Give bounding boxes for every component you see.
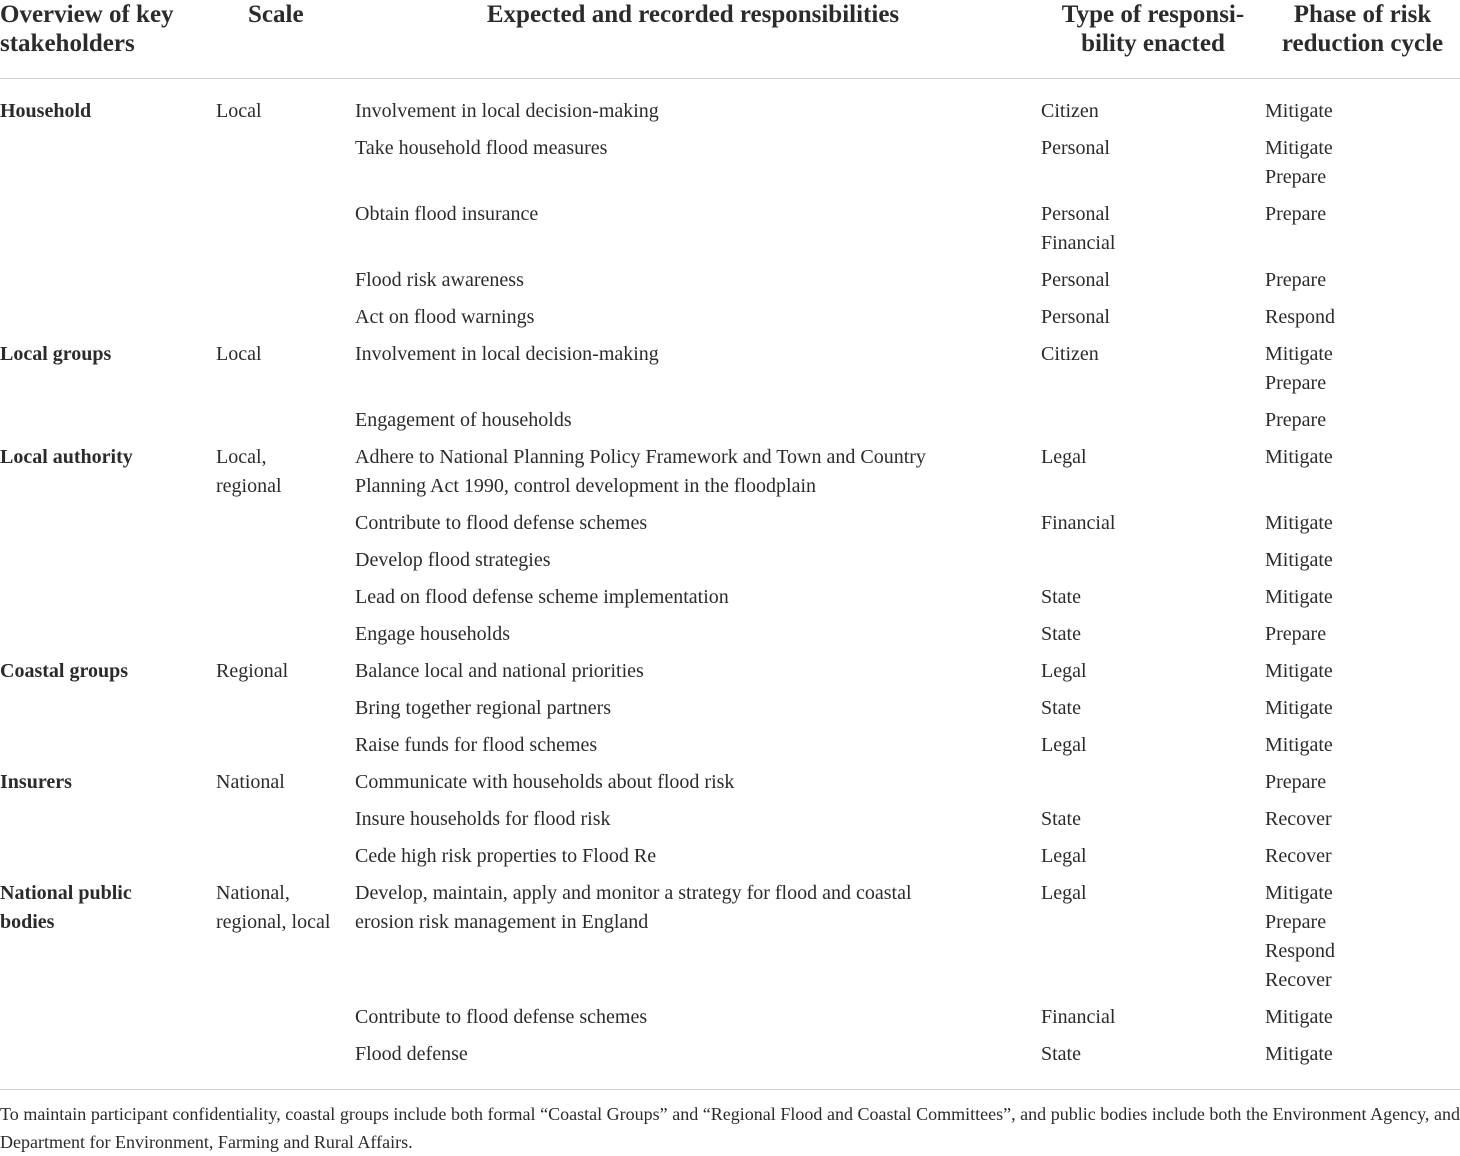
table-row [0,1032,1460,1069]
scale-cell [216,332,355,398]
header-type-line-2: bility enacted [1081,30,1225,57]
responsibility-cell [355,1032,1041,1069]
stakeholder-cell [0,398,216,435]
responsibility-cell-line: Flood defense [355,1043,468,1065]
scale-cell [216,760,355,797]
phase-cell [1265,126,1460,192]
header-type-text [1062,0,1244,58]
phase-cell [1265,834,1460,871]
type-cell [1041,760,1265,797]
phase-cell [1265,612,1460,649]
phase-cell-line: Prepare [1265,623,1327,645]
phase-cell-line: Mitigate [1265,586,1333,608]
type-cell [1041,649,1265,686]
header-stakeholders-text [0,0,174,58]
type-cell-line: Legal [1041,882,1087,904]
scale-cell [216,435,355,501]
type-cell-line: State [1041,623,1081,645]
responsibility-cell [355,760,1041,797]
stakeholder-cell [0,192,216,258]
stakeholder-cell [0,686,216,723]
phase-cell [1265,686,1460,723]
phase-cell-line: Mitigate [1265,343,1333,365]
responsibility-cell [355,871,1041,995]
scale-cell [216,538,355,575]
header-phase [1265,0,1460,79]
phase-cell-line: Prepare [1265,771,1327,793]
type-cell [1041,723,1265,760]
responsibility-cell-line: Contribute to flood defense schemes [355,1006,648,1028]
phase-cell [1265,649,1460,686]
responsibility-cell [355,649,1041,686]
stakeholder-cell-line: bodies [0,911,55,933]
scale-cell [216,834,355,871]
phase-cell-line: Mitigate [1265,882,1333,904]
type-cell-line: State [1041,808,1081,830]
type-cell-line: Financial [1041,512,1116,534]
phase-cell-line: Prepare [1265,269,1327,291]
type-cell-line: Legal [1041,845,1087,867]
table-row [0,435,1460,501]
type-cell [1041,871,1265,995]
stakeholder-cell [0,995,216,1032]
stakeholder-cell-line: National public [0,882,132,904]
phase-cell [1265,871,1460,995]
type-cell [1041,398,1265,435]
phase-cell [1265,79,1460,127]
type-cell-line: Legal [1041,446,1087,468]
phase-cell-line: Mitigate [1265,137,1333,159]
table-row [0,797,1460,834]
scale-cell [216,612,355,649]
phase-cell [1265,398,1460,435]
header-stakeholders-line-1: Overview of key [0,1,174,28]
type-cell [1041,295,1265,332]
type-cell [1041,258,1265,295]
responsibility-cell [355,834,1041,871]
phase-cell-line: Mitigate [1265,734,1333,756]
header-type-line-1: Type of responsi- [1061,1,1245,28]
phase-cell [1265,501,1460,538]
stakeholder-cell [0,649,216,686]
responsibility-cell [355,295,1041,332]
phase-cell-line: Prepare [1265,409,1327,431]
type-cell [1041,797,1265,834]
header-row [0,0,1460,79]
scale-cell [216,258,355,295]
table-row [0,871,1460,995]
type-cell-line: State [1041,697,1081,719]
type-cell-line: Legal [1041,660,1087,682]
responsibility-cell-line: Lead on flood defense scheme implementation [355,586,729,608]
type-cell [1041,501,1265,538]
header-phase-line-2: reduction cycle [1281,30,1444,57]
phase-cell-line: Recover [1265,808,1332,830]
scale-cell-line: Local [216,100,262,122]
scale-cell [216,649,355,686]
phase-cell-line: Prepare [1265,166,1327,188]
phase-cell [1265,797,1460,834]
responsibility-cell [355,797,1041,834]
phase-cell [1265,258,1460,295]
type-cell [1041,332,1265,398]
table-row [0,834,1460,871]
stakeholder-cell-line: Insurers [0,771,72,793]
responsibility-cell-line: Cede high risk properties to Flood Re [355,845,657,867]
phase-cell-line: Prepare [1265,372,1327,394]
type-cell-line: Personal [1041,269,1110,291]
phase-cell [1265,295,1460,332]
phase-cell-line: Respond [1265,940,1335,962]
stakeholder-cell [0,258,216,295]
type-cell [1041,126,1265,192]
type-cell [1041,612,1265,649]
stakeholder-cell [0,760,216,797]
phase-cell [1265,575,1460,612]
responsibility-cell-line: Develop, maintain, apply and monitor a strategy for flood and coastal [355,882,912,904]
responsibility-cell-line: Develop flood strategies [355,549,551,571]
responsibility-cell [355,126,1041,192]
type-cell [1041,995,1265,1032]
responsibility-cell-line: Contribute to flood defense schemes [355,512,648,534]
scale-cell [216,79,355,127]
table-row [0,126,1460,192]
phase-cell [1265,332,1460,398]
header-scale-text: Scale [248,1,304,28]
header-responsibilities-text: Expected and recorded responsibilities [486,1,900,28]
type-cell-line: State [1041,1043,1081,1065]
type-cell [1041,538,1265,575]
scale-cell [216,398,355,435]
table-row [0,79,1460,127]
phase-cell [1265,995,1460,1032]
scale-cell [216,1032,355,1069]
type-cell-line: Citizen [1041,343,1099,365]
type-cell-line: Citizen [1041,100,1099,122]
phase-cell-line: Recover [1265,845,1332,867]
stakeholder-cell [0,723,216,760]
stakeholder-cell [0,1032,216,1069]
responsibility-cell [355,398,1041,435]
header-stakeholders-line-2: stakeholders [0,30,135,57]
responsibility-cell [355,612,1041,649]
scale-cell [216,501,355,538]
responsibility-cell-line: Bring together regional partners [355,697,612,719]
header-responsibilities [355,0,1041,79]
phase-cell [1265,192,1460,258]
scale-cell-line: regional [216,475,282,497]
stakeholder-cell [0,126,216,192]
responsibility-cell-line: Planning Act 1990, control development in the floodplain [355,475,817,497]
table-row [0,995,1460,1032]
scale-cell [216,126,355,192]
phase-cell [1265,538,1460,575]
responsibility-cell-line: Adhere to National Planning Policy Framework and Town and Country [355,446,926,468]
phase-cell-line: Mitigate [1265,512,1333,534]
scale-cell-line: National, [216,882,290,904]
responsibility-cell [355,686,1041,723]
responsibility-cell-line: Raise funds for flood schemes [355,734,598,756]
header-stakeholders [0,0,216,79]
table-row [0,192,1460,258]
table-footnote: To maintain participant confidentiality, coastal groups include both formal “Coastal Groups” and “Regional Flood and Coastal Committees”, and public bodies include both the Environment Agency, and Department for Environment, Farming and Rural Affairs. [0,1089,1460,1156]
responsibility-cell-line: Involvement in local decision-making [355,100,659,122]
phase-cell-line: Mitigate [1265,697,1333,719]
table-row [0,538,1460,575]
scale-cell-line: regional, local [216,911,331,933]
responsibility-cell [355,723,1041,760]
responsibility-cell [355,575,1041,612]
phase-cell-line: Mitigate [1265,1043,1333,1065]
header-type [1041,0,1265,79]
type-cell-line: Personal [1041,306,1110,328]
responsibility-cell [355,192,1041,258]
stakeholder-cell [0,797,216,834]
responsibility-cell-line: Communicate with households about flood risk [355,771,735,793]
stakeholder-cell [0,538,216,575]
header-phase-line-1: Phase of risk [1293,1,1432,28]
table-body [0,79,1460,1070]
type-cell [1041,575,1265,612]
table-row [0,398,1460,435]
table-row [0,501,1460,538]
type-cell-line: Legal [1041,734,1087,756]
table-row [0,760,1460,797]
type-cell-line: Financial [1041,232,1116,254]
table-row [0,258,1460,295]
scale-cell [216,797,355,834]
table-row [0,686,1460,723]
stakeholder-cell [0,332,216,398]
phase-cell-line: Mitigate [1265,1006,1333,1028]
responsibility-cell [355,501,1041,538]
responsibility-cell [355,79,1041,127]
phase-cell [1265,723,1460,760]
phase-cell-line: Mitigate [1265,446,1333,468]
scale-cell [216,995,355,1032]
table-row [0,575,1460,612]
type-cell [1041,435,1265,501]
scale-cell [216,295,355,332]
stakeholder-cell [0,295,216,332]
scale-cell-line: National [216,771,285,793]
phase-cell [1265,760,1460,797]
stakeholder-cell [0,79,216,127]
phase-cell [1265,1032,1460,1069]
table-row [0,612,1460,649]
type-cell-line: Personal [1041,137,1110,159]
scale-cell [216,871,355,995]
responsibility-cell-line: Balance local and national priorities [355,660,644,682]
responsibility-cell-line: Involvement in local decision-making [355,343,659,365]
type-cell [1041,192,1265,258]
responsibility-cell-line: erosion risk management in England [355,911,649,933]
responsibility-cell-line: Engagement of households [355,409,572,431]
stakeholder-cell [0,575,216,612]
table-row [0,723,1460,760]
type-cell-line: Personal [1041,203,1110,225]
stakeholder-cell-line: Household [0,100,92,122]
type-cell [1041,834,1265,871]
responsibility-cell-line: Flood risk awareness [355,269,524,291]
phase-cell-line: Mitigate [1265,660,1333,682]
stakeholder-cell [0,871,216,995]
type-cell-line: State [1041,586,1081,608]
header-scale [216,0,355,79]
scale-cell-line: Local [216,343,262,365]
responsibility-cell-line: Engage households [355,623,510,645]
scale-cell [216,723,355,760]
type-cell [1041,1032,1265,1069]
stakeholder-cell [0,834,216,871]
type-cell-line: Financial [1041,1006,1116,1028]
scale-cell [216,192,355,258]
scale-cell [216,575,355,612]
responsibility-cell-line: Take household flood measures [355,137,608,159]
responsibility-cell [355,995,1041,1032]
type-cell [1041,686,1265,723]
responsibility-cell-line: Insure households for flood risk [355,808,611,830]
stakeholder-cell-line: Local authority [0,446,133,468]
stakeholder-cell [0,435,216,501]
header-phase-text [1282,0,1443,58]
table-header [0,0,1460,79]
responsibility-cell [355,435,1041,501]
scale-cell-line: Regional [216,660,289,682]
responsibility-cell [355,332,1041,398]
table-row [0,295,1460,332]
type-cell [1041,79,1265,127]
stakeholder-cell [0,612,216,649]
responsibility-cell [355,538,1041,575]
phase-cell [1265,435,1460,501]
phase-cell-line: Prepare [1265,911,1327,933]
phase-cell-line: Mitigate [1265,100,1333,122]
table-row [0,649,1460,686]
phase-cell-line: Respond [1265,306,1335,328]
stakeholder-cell-line: Coastal groups [0,660,128,682]
phase-cell-line: Mitigate [1265,549,1333,571]
scale-cell [216,686,355,723]
phase-cell-line: Prepare [1265,203,1327,225]
stakeholder-cell-line: Local groups [0,343,112,365]
table-row [0,332,1460,398]
responsibility-cell-line: Act on flood warnings [355,306,535,328]
stakeholder-cell [0,501,216,538]
responsibility-cell [355,258,1041,295]
responsibility-cell-line: Obtain flood insurance [355,203,539,225]
scale-cell-line: Local, [216,446,267,468]
phase-cell-line: Recover [1265,969,1332,991]
